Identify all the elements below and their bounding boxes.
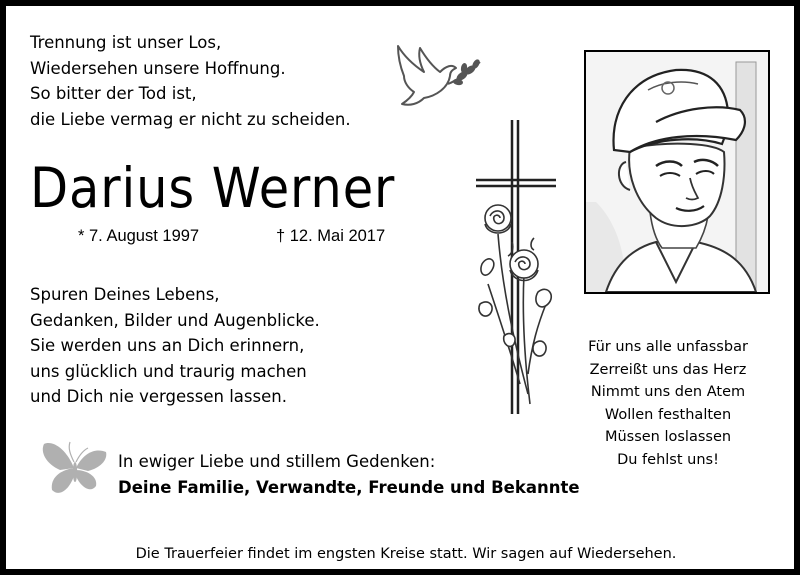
cross-with-roses-icon xyxy=(468,114,564,420)
verse-line: uns glücklich und traurig machen xyxy=(30,361,307,381)
birth-date: * 7. August 1997 xyxy=(78,227,200,245)
poem-line: Du fehlst uns! xyxy=(617,451,719,468)
mourners-line: Deine Familie, Verwandte, Freunde und Bekannte xyxy=(118,478,580,497)
verse-line: Spuren Deines Lebens, xyxy=(30,285,220,304)
verse-line: Wiedersehen unsere Hoffnung. xyxy=(30,58,286,78)
verse-line: Sie werden uns an Dich erinnern, xyxy=(30,336,305,356)
verse-line: So bitter der Tod ist, xyxy=(30,84,197,104)
funeral-notice: Die Trauerfeier findet im engsten Kreise statt. Wir sagen auf Wiedersehen. xyxy=(135,546,677,562)
poem-line: Müssen loslassen xyxy=(604,429,732,446)
portrait-illustration xyxy=(586,52,768,292)
verse-line: und Dich nie vergessen lassen. xyxy=(30,387,287,407)
butterfly-icon xyxy=(40,438,110,500)
dove-icon xyxy=(390,42,486,114)
poem-line: Für uns alle unfassbar xyxy=(588,339,748,355)
poem-line: Zerreißt uns das Herz xyxy=(589,361,747,378)
poem-line: Nimmt uns den Atem xyxy=(590,384,746,401)
memorial-line: In ewiger Liebe und stillem Gedenken: xyxy=(118,452,436,471)
side-poem xyxy=(570,336,766,472)
opening-verse xyxy=(30,30,351,132)
verse-line: Trennung ist unser Los, xyxy=(30,33,222,52)
verse-line: Gedanken, Bilder und Augenblicke. xyxy=(30,310,320,330)
death-date: † 12. Mai 2017 xyxy=(276,227,386,245)
verse-line: die Liebe vermag er nicht zu scheiden. xyxy=(30,109,351,129)
closing-verse xyxy=(30,282,320,410)
poem-line: Wollen festhalten xyxy=(604,406,732,423)
portrait-photo xyxy=(584,50,770,294)
deceased-name: Darius Werner xyxy=(30,156,396,220)
